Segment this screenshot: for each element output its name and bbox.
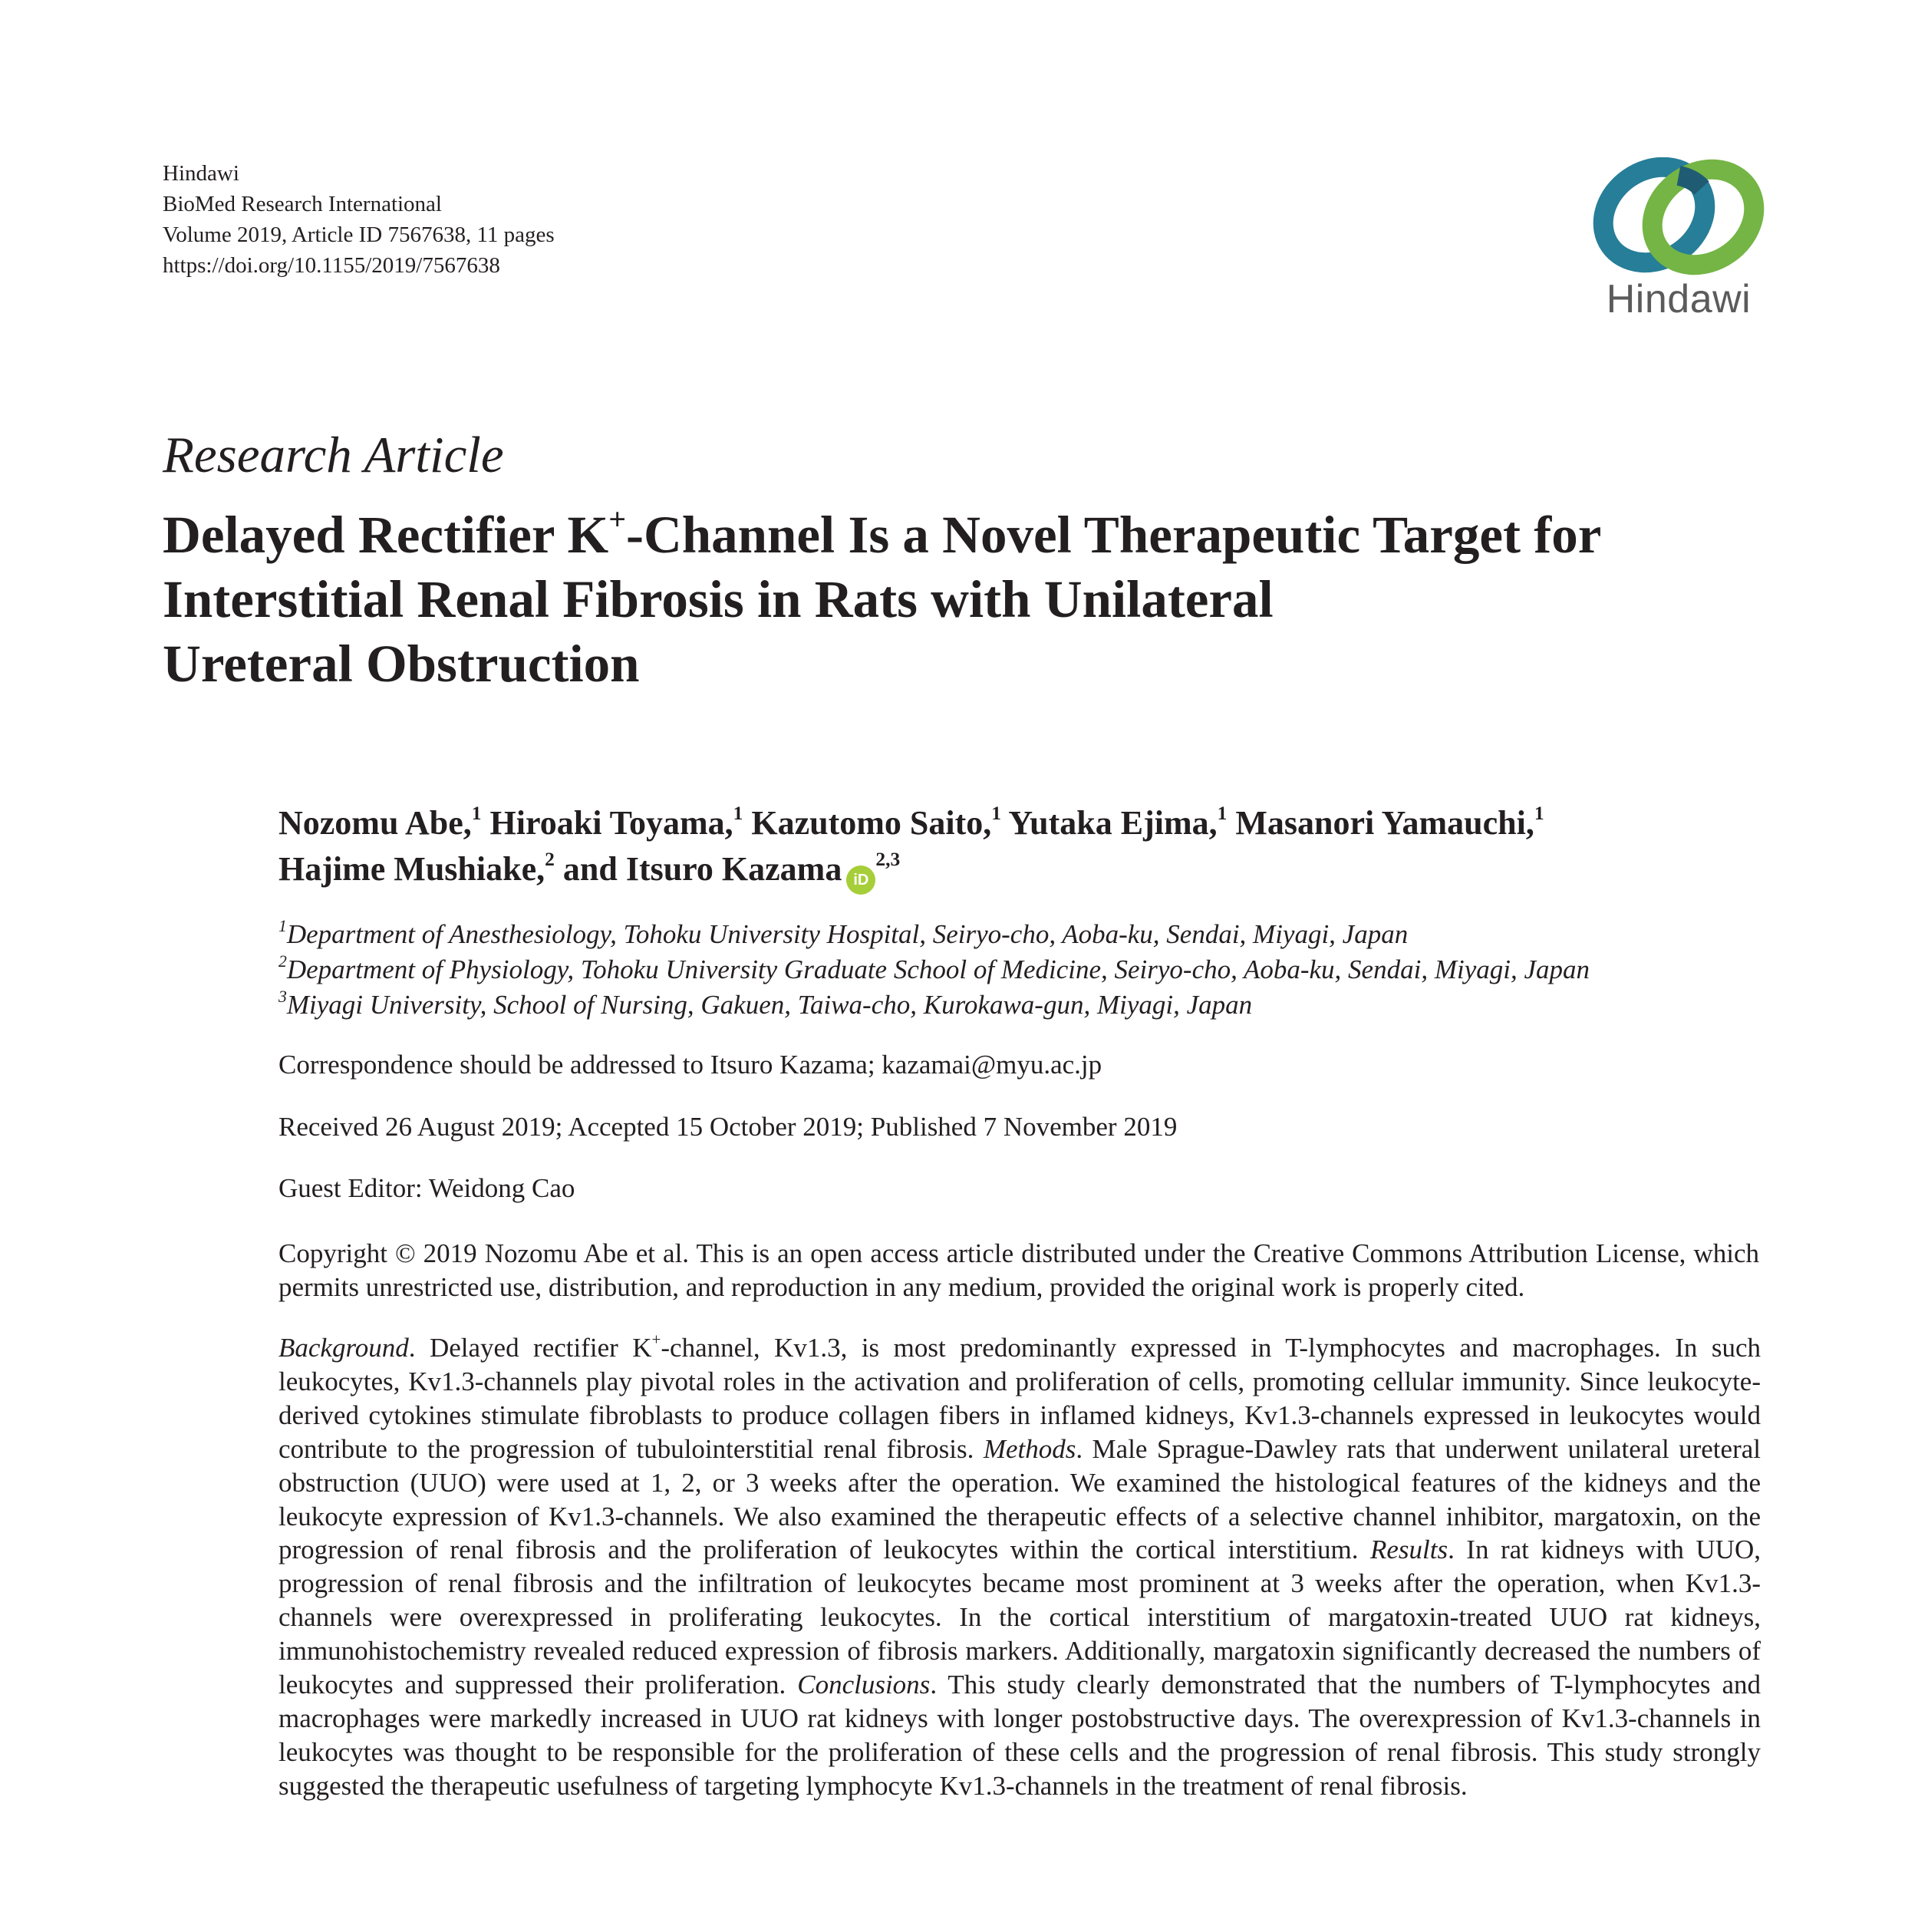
affiliations	[278, 917, 1813, 1023]
author[interactable]: Kazutomo Saito,$^1$	[751, 801, 1002, 842]
author[interactable]: Yutaka Ejima,$^1$	[1008, 801, 1228, 842]
abstract: Background. Delayed rectifier K+-channel, Kv1.3, is most predominantly expressed in T-lymphocytes and macrophages. In such leukocytes, Kv1.3-channels play pivotal roles in the activation and proliferation of cells, promoting cellular immunity. Since leukocyte-derived cytokines stimulate fibroblasts to produce collagen fibers in inflamed kidneys, Kv1.3-channels expressed in leukocytes would contribute to the progression of tubulointerstitial renal fibrosis. Methods. Male Sprague-Dawley rats that underwent unilateral ureteral obstruction (UUO) were used at 1, 2, or 3 weeks after the operation. We examined the histological features of the kidneys and the leukocyte expression of Kv1.3-channels. We also examined the therapeutic effects of a selective channel inhibitor, margatoxin, on the progression of renal fibrosis and the proliferation of leukocytes within the cortical interstitium. Results. In rat kidneys with UUO, progression of renal fibrosis and the infiltration of leukocytes became most prominent at 3 weeks after the operation, when Kv1.3-channels were overexpressed in proliferating leukocytes. In the cortical interstitium of margatoxin-treated UUO rat kidneys, immunohistochemistry revealed reduced expression of fibrosis markers. Additionally, margatoxin significantly decreased the numbers of leukocytes and suppressed their proliferation. Conclusions. This study clearly demonstrated that the numbers of T-lymphocytes and macrophages were markedly increased in UUO rat kidneys with longer postobstructive days. The overexpression of Kv1.3-channels in leukocytes was thought to be responsible for the proliferation of these cells and the progression of renal fibrosis. This study strongly suggested the therapeutic usefulness of targeting lymphocyte Kv1.3-channels in the treatment of renal fibrosis.	[278, 1330, 1761, 1801]
article-type: Research Article	[163, 427, 504, 483]
author[interactable]: Masanori Yamauchi,$^1$	[1235, 801, 1544, 842]
publication-dates: Received 26 August 2019; Accepted 15 October 2019; Published 7 November 2019	[278, 1112, 1178, 1142]
abstract-results-label: Results	[1369, 1535, 1448, 1565]
abstract-conclusions-label: Conclusions	[797, 1670, 931, 1700]
hindawi-logo	[1587, 157, 1771, 334]
correspondence: Correspondence should be addressed to Itsuro Kazama; kazamai@myu.ac.jp	[278, 1050, 1102, 1080]
logo-wordmark: Hindawi	[1606, 277, 1752, 321]
publisher-name: Hindawi	[163, 161, 239, 186]
volume-info: Volume 2019, Article ID 7567638, 11 pages	[163, 223, 555, 247]
abstract-background-label: Background	[278, 1333, 409, 1363]
article-title: Delayed Rectifier K+-Channel Is a Novel Therapeutic Target for Interstitial Renal Fibrosis in Rats with Unilateral Ureteral Obstruction	[163, 502, 1602, 693]
author[interactable]: Hiroaki Toyama,$^1$	[489, 801, 743, 842]
journal-name: BioMed Research International	[163, 192, 442, 216]
guest-editor: Guest Editor: Weidong Cao	[278, 1173, 575, 1203]
journal-header	[163, 158, 555, 281]
abstract-methods-label: Methods	[983, 1433, 1076, 1464]
author[interactable]: and Itsuro Kazama iD$^{2,3}$	[563, 850, 900, 888]
author-list	[278, 800, 1813, 895]
copyright-notice: Copyright © 2019 Nozomu Abe et al. This is an open access article distributed under the Creative Commons Attribution License, which permits unrestricted use, distribution, and reproduction in any medium, provided the original work is properly cited.	[278, 1238, 1759, 1302]
affiliation: $^3$Miyagi University, School of Nursing, Gakuen, Taiwa-cho, Kurokawa-gun, Miyagi, Japan	[278, 987, 1253, 1020]
orcid-icon[interactable]: iD	[846, 865, 875, 895]
doi-link[interactable]: https://doi.org/10.1155/2019/7567638	[163, 253, 500, 278]
affiliation: $^1$Department of Anesthesiology, Tohoku University Hospital, Seiryo-cho, Aoba-ku, Sendai, Miyagi, Japan	[278, 916, 1409, 949]
affiliation: $^2$Department of Physiology, Tohoku University Graduate School of Medicine, Seiryo-cho, Aoba-ku, Sendai, Miyagi, Japan	[278, 951, 1590, 984]
author[interactable]: Nozomu Abe,$^1$	[278, 801, 482, 842]
author[interactable]: Hajime Mushiake,$^2$	[278, 847, 555, 888]
hindawi-rings-icon	[1587, 157, 1771, 280]
